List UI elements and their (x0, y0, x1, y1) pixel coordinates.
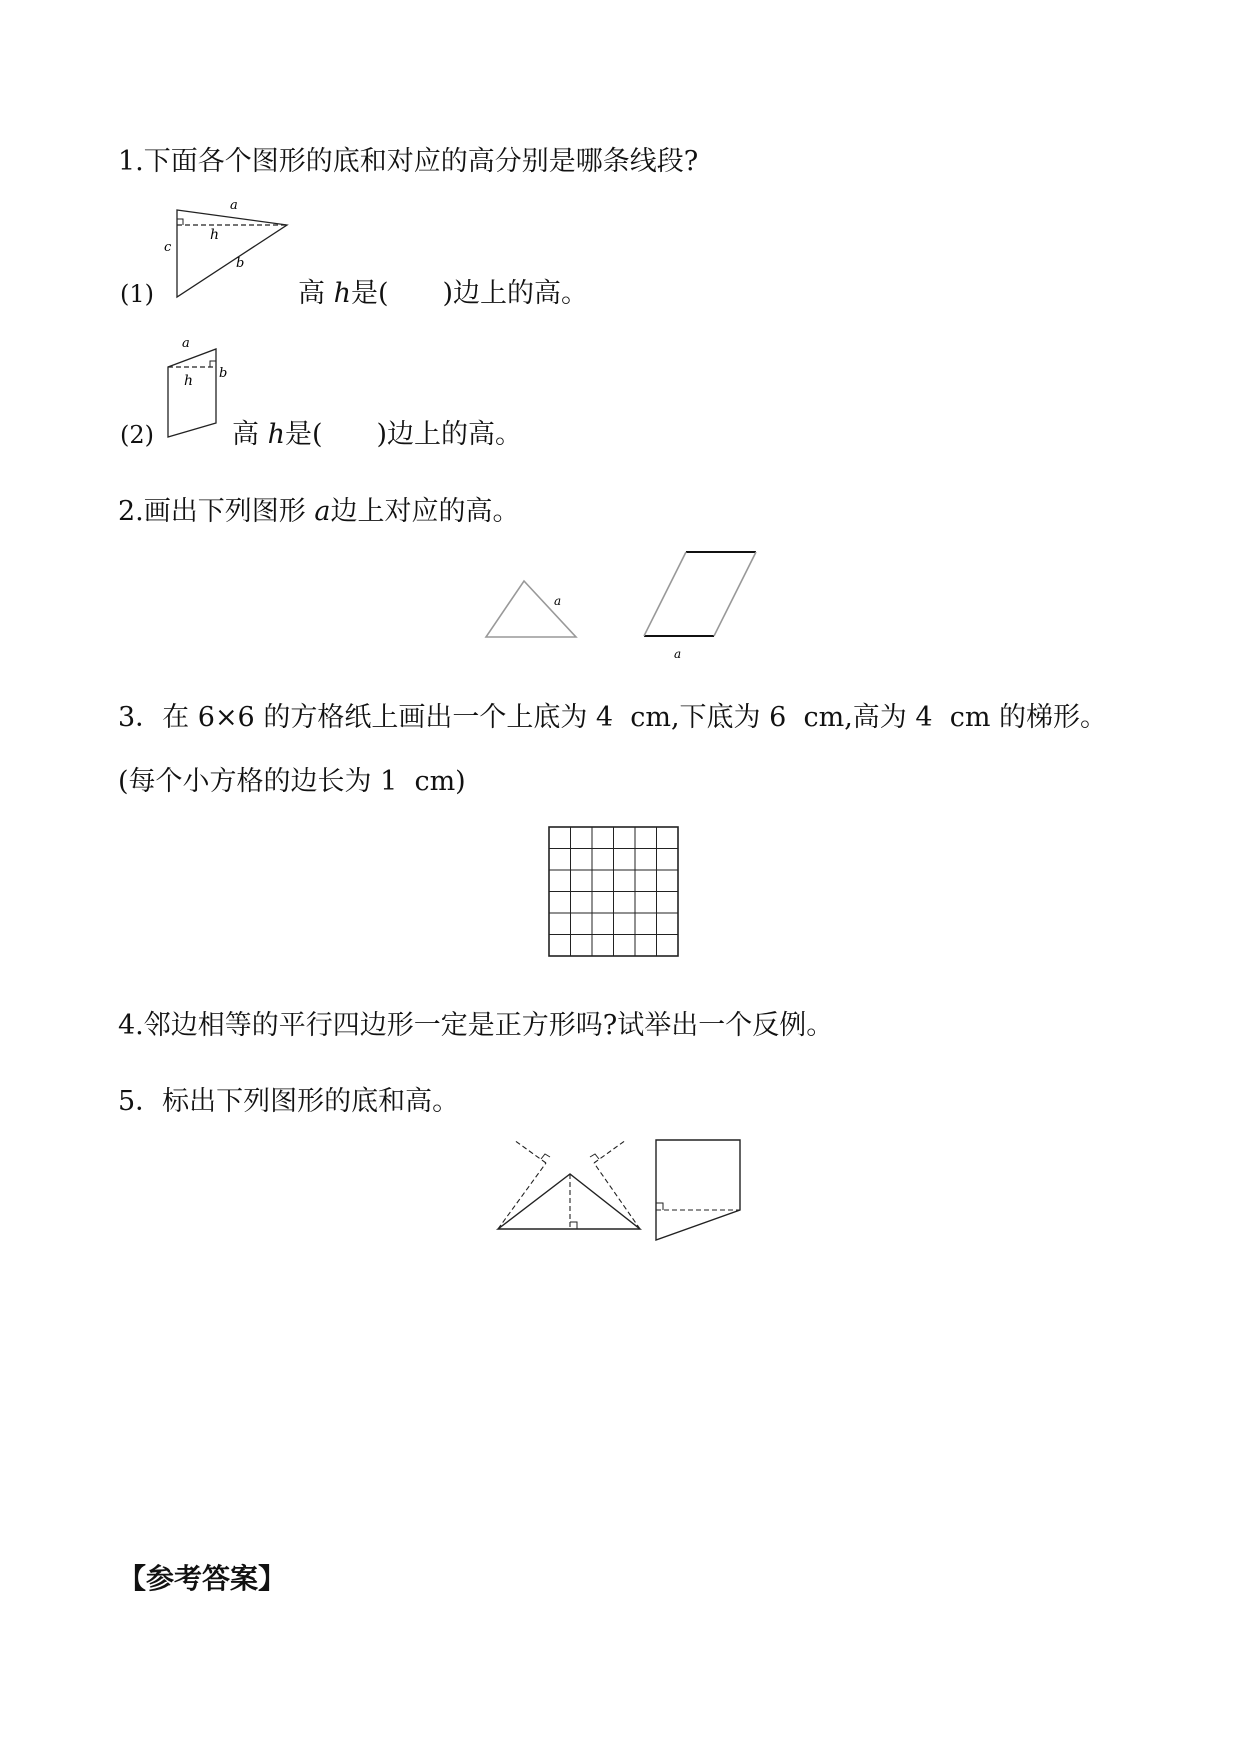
q4-title: 4.邻边相等的平行四边形一定是正方形吗?试举出一个反例。 (118, 1010, 834, 1041)
q1-part2-text (232, 421, 522, 448)
q1-part1-var: h (333, 278, 351, 309)
q2-title-var: a (314, 496, 331, 527)
q1-figure-quadrilateral (150, 335, 240, 445)
q2-figure-parallelogram (640, 548, 770, 663)
q1-fig1-label-h: h (210, 227, 220, 243)
q3-note: (每个小方格的边长为 1 cm) (118, 766, 466, 797)
q2-triangle-label-a: a (554, 594, 562, 608)
q5-title: 5．标出下列图形的底和高。 (118, 1086, 460, 1117)
q3-grid-paper (548, 826, 680, 958)
q1-fig2-label-a: a (182, 336, 190, 351)
q2-title (118, 498, 519, 525)
q2-title-after: 边上对应的高。 (330, 496, 520, 527)
q2-figure-triangle (480, 575, 590, 645)
q1-part1-text (298, 280, 588, 307)
q1-fig2-label-b: b (219, 366, 228, 381)
answer-header: 【参考答案】 (118, 1562, 287, 1595)
q1-part1-label: (1) (120, 280, 154, 308)
q2-parallelogram-label-a: a (674, 647, 682, 661)
q1-part2-label: (2) (120, 421, 154, 449)
q1-title: 1.下面各个图形的底和对应的高分别是哪条线段? (118, 146, 699, 177)
q1-fig1-label-c: c (164, 240, 172, 255)
q1-fig1-label-b: b (236, 256, 245, 271)
q5-figure-quadrilateral-height (652, 1136, 747, 1242)
q5-figure-triangle-heights (494, 1136, 644, 1236)
q1-part1-text-after: 是( )边上的高。 (350, 278, 589, 309)
q1-fig1-label-a: a (230, 198, 238, 213)
q1-part2-text-before: 高 (232, 419, 268, 450)
q1-figure-triangle (150, 195, 300, 305)
q2-title-before: 2.画出下列图形 (118, 496, 315, 527)
q1-fig2-label-h: h (184, 373, 194, 389)
q3-title: 3．在 6×6 的方格纸上画出一个上底为 4 cm,下底为 6 cm,高为 4 cm 的梯形。 (118, 702, 1108, 733)
q1-part2-text-after: 是( )边上的高。 (284, 419, 523, 450)
q1-part1-text-before: 高 (298, 278, 334, 309)
q1-part2-var: h (267, 419, 285, 450)
